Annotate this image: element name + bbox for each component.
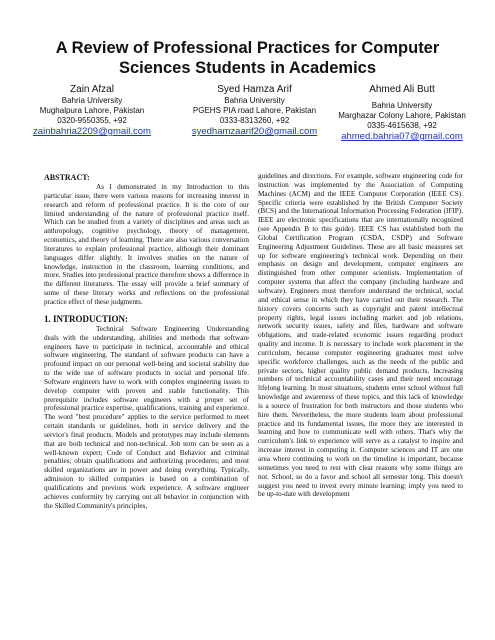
author-address: PGEHS PIA road Lahore, Pakistan (192, 106, 317, 115)
author-affiliation: Bahria University (61, 96, 123, 105)
introduction-text: Technical Software Engineering Understanding deals with the understanding, abilities and methods that software engineers have to participate in technical, accountable and ethical software engineering. The standard of software products can have a profound impact on our personal well-being and societal stability due to the wide use of software products in social and personal life. Software engineers have to work with complex engineering issues to develop computer with proven and stable functionality. This prerequisite includes software engineers with a proper set of professional practice expertise, qualifications, training and experience. The word "best procedure" applies to the service performed to meet certain standards or guidelines, both in service delivery and the service's final products. Models and prototypes may include elements that are both technical and non-technical. Job term can be seen as a well-known expert; Code of Conduct and Behavior and criminal penalties; obtain qualifications and authorizing procedures; and most skilled organizations are in power and doing everything. Typically, admission to skilled companies is based on a combination of qualifications and previous work experience. A software engineer achieves conformity by carrying out all behavior in conjunction with the Skilled Community's principles, (44, 324, 249, 510)
author-email-link[interactable]: syedhamzaarif20@gmail.com (191, 126, 318, 137)
author-phone: 0333-8313260, +92 (219, 116, 290, 125)
introduction-paragraph (44, 325, 249, 511)
author-address: Marghazar Colony Lahore, Pakistan (338, 111, 466, 120)
abstract-heading: ABSTRACT: (44, 173, 90, 182)
introduction-heading: 1. INTRODUCTION: (44, 313, 129, 324)
author-affiliation: Bahria University (224, 96, 285, 105)
author-3 (327, 84, 477, 143)
author-1 (22, 84, 162, 138)
author-email-link[interactable]: ahmed.bahria07@gmail.com (341, 131, 463, 142)
author-block (22, 84, 477, 140)
author-email-link[interactable]: zainbahria2209@gmail.com (33, 126, 151, 137)
author-name: Zain Afzal (70, 84, 114, 95)
author-2 (182, 84, 327, 138)
body-paragraph-continued (258, 172, 463, 499)
body-text: guidelines and directions. For example, software engineering code for instruction was implemented by the Association of Computing Machines (ACM) and the IEEE Computer Corporation (IEEE CS). Specific criteria were established by the British Computer Society (BCS) and the International Information Processing Federation (IFIP). IEEE are electronic specifications that are internationally recognized (see Appendix B to this guide). IEEE CS has established both the Global Certification Program (CSDA, CSDP) and Software Engineering Adjustment Guidelines. These are all basic measures set up for software engineering's technical work. Depending on their emphasis on design and development, computer engineers are distinguished from other computer scientists. Implementation of computer systems that affect the company (including hardware and software). Engineers must therefore understand the technical, social and ethical sense in which they have carried out their research. The history covers concerns such as copyright and patent intellectual property rights, legal issues including market and job relations, network security issues, safety and files, hardware and software obligations, and trade-related economic issues regarding product quality and income. It is necessary to include work placement in the curriculum, because computer engineering graduates must solve specific workforce challenges, such as the needs of the public and private sectors, higher quality public demand products, Increasing numbers of technical accountability cases and their need encourage lifelong learning. In most situations, students enter school without full knowledge and awareness of these topics, and this lack of knowledge is a source of frustration for both instructors and those students who hire them. Nevertheless, the more students learn about professional practice and its fundamental issues, the more they are interested in learning and how to communicate well with others. That's why the curriculum's link to experience will serve as a catalyst to inspire and increase interest in computing it. Computer sciences and IT are one area where continuing to work on the timeline is important, because sometimes you need to rest with clear reasons why some things are not. School, so do a favor and school all semester long. This doesn't suggest you need to invest every minute learning; imply you need to be up-to-date with development (258, 172, 463, 499)
abstract-text: As I demonstrated in my Introduction to this particular issue, there were various reasons for increasing interest in research and reform of professional practice. It is the core of our limited understanding of the nature of professional practice itself. Which can be studied from a variety of disciplines and areas such as anthropology, cognitive psychology, theory of management, economics, and theory of learning. There are also various conversation literatures to explain professional practice, although their dominant languages differ slightly. It involves studies on the nature of knowledge, instruction in the classroom, learning conditions, and more. Studies into professional practice therefore shows a difference in the different literatures. The essay will provide a brief summary of some of these literary works and reflections on the professional practice effect of these judgments. (44, 183, 249, 306)
paper-title: A Review of Professional Practices for Computer Sciences Students in Academics (55, 39, 440, 77)
author-phone: 0335-4615638, +92 (367, 121, 437, 130)
author-name: Syed Hamza Arif (217, 84, 292, 95)
author-affiliation: Bahria University (371, 101, 433, 110)
abstract-paragraph (44, 183, 249, 307)
author-name: Ahmed Ali Butt (369, 84, 435, 95)
author-address: Mughalpura Lahore, Pakistan (39, 106, 145, 115)
right-column (258, 172, 463, 632)
left-column (44, 172, 249, 632)
author-phone: 0320-9550355, +92 (57, 116, 127, 125)
